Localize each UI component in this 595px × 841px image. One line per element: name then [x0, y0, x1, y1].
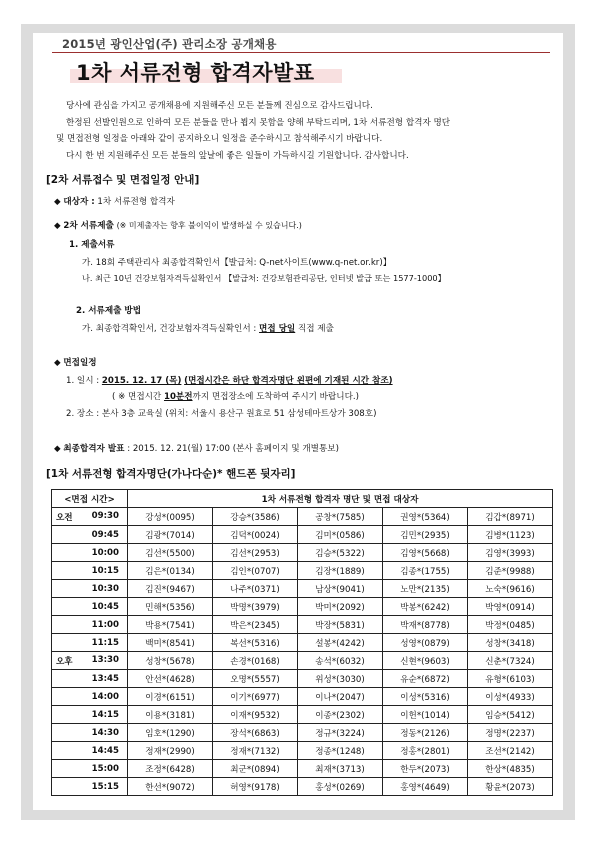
applicant-name-cell: 박용*(7541): [128, 616, 213, 634]
interview-date-note: (면접시간은 하단 합격자명단 왼편에 기재된 시간 참조): [184, 376, 393, 386]
method-text-end: 직접 제출: [297, 324, 334, 334]
intro-paragraph: [56, 98, 556, 164]
table-row: [52, 760, 553, 778]
interview-time: [52, 616, 128, 634]
interview-time: [52, 598, 128, 616]
interview-time: [52, 760, 128, 778]
applicant-name-cell: 이기*(6977): [213, 688, 298, 706]
table-row: [52, 526, 553, 544]
interview-time: [52, 652, 128, 670]
applicant-name-cell: 한선*(9072): [128, 778, 213, 796]
applicant-name-cell: 황윤*(2073): [468, 778, 553, 796]
interview-time: [52, 742, 128, 760]
time-value: 14:15: [91, 709, 119, 720]
interview-time: [52, 634, 128, 652]
table-row: [52, 508, 553, 526]
table-row: [52, 616, 553, 634]
time-value: 09:30: [91, 510, 119, 521]
applicant-name-cell: 신현*(9603): [383, 652, 468, 670]
table-row: [52, 724, 553, 742]
applicant-name-cell: 이헌*(1014): [383, 706, 468, 724]
applicant-name-cell: 오명*(5557): [213, 670, 298, 688]
submit-line: [54, 219, 302, 231]
table-row: [52, 598, 553, 616]
final-result-line: [54, 442, 339, 454]
table-row: [52, 688, 553, 706]
applicant-name-cell: 박은*(2345): [213, 616, 298, 634]
table-row: [52, 544, 553, 562]
applicant-name-cell: 공창*(7585): [298, 508, 383, 526]
applicant-name-cell: 한상*(4835): [468, 760, 553, 778]
table-header-row: [52, 490, 553, 508]
time-value: 15:00: [91, 763, 119, 774]
applicant-name-cell: 박재*(8778): [383, 616, 468, 634]
page-title: 1차 서류전형 합격자발표: [76, 61, 315, 85]
intro-line: 한정된 선발인원으로 인하여 모든 분들을 만나 뵙지 못함을 양해 부탁드리며, 1차 서류전형 합격자 명단: [66, 117, 451, 128]
interview-time: [52, 562, 128, 580]
time-value: 13:30: [91, 654, 119, 665]
diamond-bullet-icon: ◆: [54, 358, 61, 368]
interview-heading-line: [54, 356, 97, 368]
applicant-name-cell: 김준*(9988): [468, 562, 553, 580]
time-value: 15:15: [91, 781, 119, 792]
intro-line: 당사에 관심을 가지고 공개채용에 지원해주신 모든 분들께 진심으로 감사드립니다.: [66, 101, 373, 111]
final-result-label: 최종합격자 발표: [63, 444, 125, 454]
applicant-name-cell: 김은*(0134): [128, 562, 213, 580]
time-value: 10:00: [91, 547, 119, 558]
applicant-name-cell: 나주*(0371): [213, 580, 298, 598]
applicant-name-cell: 성창*(5678): [128, 652, 213, 670]
applicant-name-cell: 김승*(5322): [298, 544, 383, 562]
interview-time: [52, 778, 128, 796]
time-value: 10:30: [91, 583, 119, 594]
applicant-name-cell: 김인*(0707): [213, 562, 298, 580]
applicant-name-cell: 정재*(2990): [128, 742, 213, 760]
target-value: 1차 서류전형 합격자: [97, 197, 175, 207]
applicant-name-cell: 김영*(5668): [383, 544, 468, 562]
applicant-name-cell: 노숙*(9616): [468, 580, 553, 598]
table-row: [52, 670, 553, 688]
final-result-value: : 2015. 12. 21(월) 17:00 (본사 홈페이지 및 개별통보): [127, 444, 339, 454]
company-header: 2015년 광인산업(주) 관리소장 공개채용: [62, 37, 277, 51]
applicant-name-cell: 정동*(2126): [383, 724, 468, 742]
applicant-name-cell: 최군*(0894): [213, 760, 298, 778]
interview-date: 2015. 12. 17 (목): [101, 376, 182, 386]
applicant-name-cell: 박장*(5831): [298, 616, 383, 634]
applicant-name-cell: 이종*(2302): [298, 706, 383, 724]
applicant-name-cell: 남상*(9041): [298, 580, 383, 598]
applicant-name-cell: 정재*(7132): [213, 742, 298, 760]
arrival-text-end: 까지 면접장소에 도착하여 주시기 바랍니다.): [192, 392, 359, 402]
applicant-name-cell: 복선*(5316): [213, 634, 298, 652]
interview-heading: 면접일정: [63, 358, 97, 368]
applicant-name-cell: 김민*(2935): [383, 526, 468, 544]
applicant-name-cell: 김영*(3993): [468, 544, 553, 562]
applicant-name-cell: 이용*(3181): [128, 706, 213, 724]
table-row: [52, 634, 553, 652]
interview-time: [52, 508, 128, 526]
docs-heading: 1. 제출서류: [69, 240, 115, 250]
time-value: 11:00: [91, 619, 119, 630]
table-row: [52, 562, 553, 580]
applicant-name-cell: 김종*(1755): [383, 562, 468, 580]
arrival-note: [112, 390, 359, 402]
time-value: 10:45: [91, 601, 119, 612]
applicant-name-cell: 이성*(4933): [468, 688, 553, 706]
applicant-name-cell: 손경*(0168): [213, 652, 298, 670]
arrival-emphasis: 10분전: [163, 392, 193, 402]
applicant-name-cell: 위성*(3030): [298, 670, 383, 688]
applicant-name-cell: 설봉*(4242): [298, 634, 383, 652]
doc-item-a: 가. 18회 주택관리사 최종합격확인서【발급처: Q-net사이트(www.q-net.or.kr)】: [82, 258, 392, 268]
section-heading-interview: [2차 서류접수 및 면접일정 안내]: [46, 174, 200, 186]
applicant-name-cell: 박미*(2092): [298, 598, 383, 616]
interview-time: [52, 544, 128, 562]
applicant-name-cell: 이경*(6151): [128, 688, 213, 706]
applicant-name-cell: 강성*(0095): [128, 508, 213, 526]
applicant-name-cell: 민해*(5356): [128, 598, 213, 616]
applicant-name-cell: 성창*(3418): [468, 634, 553, 652]
am-pm-label: 오전: [56, 512, 73, 523]
intro-line: 다시 한 번 지원해주신 모든 분들의 앞날에 좋은 일들이 가득하시길 기원합니다. 감사합니다.: [66, 150, 409, 161]
time-value: 14:30: [91, 727, 119, 738]
applicant-name-cell: 허영*(9178): [213, 778, 298, 796]
applicant-name-cell: 김덕*(0024): [213, 526, 298, 544]
applicant-name-cell: 박명*(3979): [213, 598, 298, 616]
interview-time: [52, 724, 128, 742]
date-prefix: 1. 일시 :: [66, 376, 100, 386]
applicant-name-cell: 홍성*(0269): [298, 778, 383, 796]
applicant-name-cell: 신춘*(7324): [468, 652, 553, 670]
applicant-name-cell: 박영*(0914): [468, 598, 553, 616]
applicant-name-cell: 김병*(1123): [468, 526, 553, 544]
method-text: 가. 최종합격확인서, 건강보험자격득실확인서 :: [82, 324, 257, 334]
applicant-name-cell: 성영*(0879): [383, 634, 468, 652]
target-label: 대상자 :: [63, 197, 95, 207]
applicant-name-cell: 박정*(0485): [468, 616, 553, 634]
interview-time: [52, 670, 128, 688]
interview-place: 2. 장소 : 본사 3층 교육실 (위치: 서울시 용산구 원효로 51 삼성테마트상가 308호): [66, 409, 377, 419]
time-value: 11:15: [91, 637, 119, 648]
applicant-name-cell: 권영*(5364): [383, 508, 468, 526]
interview-time: [52, 580, 128, 598]
applicant-name-cell: 이재*(9532): [213, 706, 298, 724]
applicant-name-cell: 홍영*(4649): [383, 778, 468, 796]
time-value: 14:00: [91, 691, 119, 702]
applicant-schedule-table: [51, 489, 553, 796]
applicant-name-cell: 정규*(3224): [298, 724, 383, 742]
applicant-name-cell: 박봉*(6242): [383, 598, 468, 616]
applicant-name-cell: 이성*(5316): [383, 688, 468, 706]
method-heading: 2. 서류제출 방법: [76, 306, 142, 316]
table-row: [52, 778, 553, 796]
applicant-name-cell: 최재*(3713): [298, 760, 383, 778]
applicant-name-cell: 안선*(4628): [128, 670, 213, 688]
applicant-name-cell: 김진*(9467): [128, 580, 213, 598]
doc-item-b: 나. 최근 10년 건강보험자격득실확인서 【발급처: 건강보험관리공단, 인터넷 발급 또는 1577-1000】: [82, 273, 446, 283]
applicant-name-cell: 강승*(3586): [213, 508, 298, 526]
applicant-name-cell: 김장*(1889): [298, 562, 383, 580]
interview-time: [52, 706, 128, 724]
table-row: [52, 742, 553, 760]
submit-note: (※ 미제출자는 향후 불이익이 발생하실 수 있습니다.): [116, 221, 302, 230]
applicant-name-cell: 조선*(2142): [468, 742, 553, 760]
table-row: [52, 706, 553, 724]
time-value: 14:45: [91, 745, 119, 756]
interview-time: [52, 688, 128, 706]
applicant-name-cell: 정종*(1248): [298, 742, 383, 760]
applicant-name-cell: 이나*(2047): [298, 688, 383, 706]
applicant-name-cell: 유형*(6103): [468, 670, 553, 688]
applicant-name-cell: 김선*(2953): [213, 544, 298, 562]
applicant-name-cell: 김선*(5500): [128, 544, 213, 562]
applicant-name-cell: 정명*(2237): [468, 724, 553, 742]
method-line: [82, 322, 334, 334]
intro-line: 및 면접전형 일정을 아래와 같이 공지하오니 일정을 준수하시고 참석해주시기 바랍니다.: [56, 134, 383, 144]
target-line: [54, 195, 175, 207]
applicant-name-cell: 노만*(2135): [383, 580, 468, 598]
diamond-bullet-icon: ◆: [54, 197, 61, 207]
am-pm-label: 오후: [56, 656, 73, 667]
list-heading: [1차 서류전형 합격자명단(가나다순)* 핸드폰 뒷자리]: [46, 468, 296, 480]
applicant-name-cell: 임호*(1290): [128, 724, 213, 742]
applicant-name-cell: 김미*(0586): [298, 526, 383, 544]
applicant-name-cell: 송석*(6032): [298, 652, 383, 670]
time-value: 13:45: [91, 673, 119, 684]
applicant-name-cell: 조정*(6428): [128, 760, 213, 778]
table-row: [52, 580, 553, 598]
time-value: 09:45: [91, 529, 119, 540]
interview-date-line: [66, 374, 393, 386]
names-column-header: 1차 서류전형 합격자 명단 및 면접 대상자: [128, 490, 553, 508]
applicant-name-cell: 임승*(5412): [468, 706, 553, 724]
applicant-name-cell: 한두*(2073): [383, 760, 468, 778]
diamond-bullet-icon: ◆: [54, 444, 61, 454]
applicant-name-cell: 김갑*(8971): [468, 508, 553, 526]
arrival-text: ( ※ 면접시간: [112, 392, 162, 402]
table-row: [52, 652, 553, 670]
applicant-name-cell: 정홍*(2801): [383, 742, 468, 760]
time-value: 10:15: [91, 565, 119, 576]
diamond-bullet-icon: ◆: [54, 221, 61, 231]
time-column-header: <면접 시간>: [52, 490, 128, 508]
interview-time: [52, 526, 128, 544]
submit-label: 2차 서류제출: [63, 221, 114, 231]
applicant-name-cell: 김광*(7014): [128, 526, 213, 544]
applicant-name-cell: 백미*(8541): [128, 634, 213, 652]
method-emphasis: 면접 당일: [259, 324, 296, 334]
applicant-name-cell: 유순*(6872): [383, 670, 468, 688]
applicant-name-cell: 장석*(6863): [213, 724, 298, 742]
